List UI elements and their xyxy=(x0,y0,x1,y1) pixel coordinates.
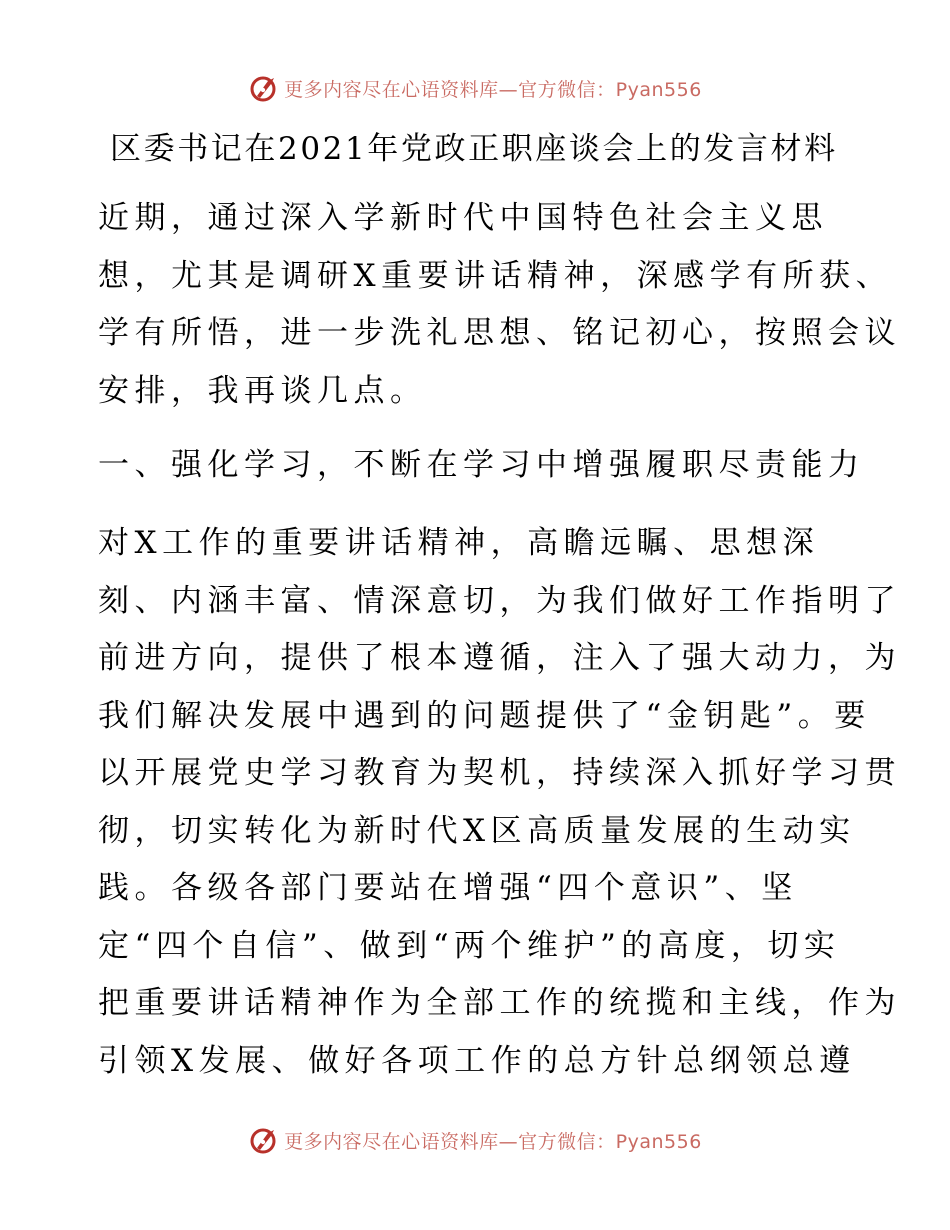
text-line: 以开展党史学习教育为契机，持续深入抓好学习贯 xyxy=(98,755,901,791)
header-watermark-banner xyxy=(0,68,950,108)
footer-watermark-banner xyxy=(0,1120,950,1160)
text-line: 安排，我再谈几点。 xyxy=(98,372,427,409)
text-line: 对X工作的重要讲话精神，高瞻远瞩、思想深 xyxy=(98,525,820,561)
section-heading-1 xyxy=(98,437,865,495)
pen-nib-circle-icon xyxy=(248,72,280,104)
text-line: 学有所悟，进一步洗礼思想、铭记初心，按照会议 xyxy=(98,315,901,351)
text-line: 彻，切实转化为新时代X区高质量发展的生动实 xyxy=(98,812,856,849)
document-title: 区委书记在2021年党政正职座谈会上的发言材料 xyxy=(110,131,838,167)
paragraph-intro xyxy=(98,190,901,420)
text-line: 想，尤其是调研X重要讲话精神，深感学有所获、 xyxy=(98,257,893,294)
text-line: 前进方向，提供了根本遵循，注入了强大动力，为 xyxy=(98,640,901,676)
text-line: 践。各级各部门要站在增强“四个意识”、坚 xyxy=(98,870,798,906)
text-line: 定“四个自信”、做到“两个维护”的高度，切实 xyxy=(98,927,841,964)
text-line: 刻、内涵丰富、情深意切，为我们做好工作指明了 xyxy=(98,582,901,619)
pen-nib-circle-icon xyxy=(248,1124,280,1156)
text-line: 我们解决发展中遇到的问题提供了“金钥匙”。要 xyxy=(98,697,871,734)
section-heading-text: 一、强化学习，不断在学习中增强履职尽责能力 xyxy=(98,447,865,483)
text-line: 把重要讲话精神作为全部工作的统揽和主线，作为 xyxy=(98,985,901,1021)
footer-watermark-text: 更多内容尽在心语资料库—官方微信：Pyan556 xyxy=(284,1130,702,1153)
text-line: 引领X发展、做好各项工作的总方针总纲领总遵 xyxy=(98,1042,856,1079)
text-line: 近期，通过深入学新时代中国特色社会主义思 xyxy=(98,200,828,236)
paragraph-section-1-body xyxy=(98,515,901,1090)
header-watermark-text: 更多内容尽在心语资料库—官方微信：Pyan556 xyxy=(284,78,702,101)
